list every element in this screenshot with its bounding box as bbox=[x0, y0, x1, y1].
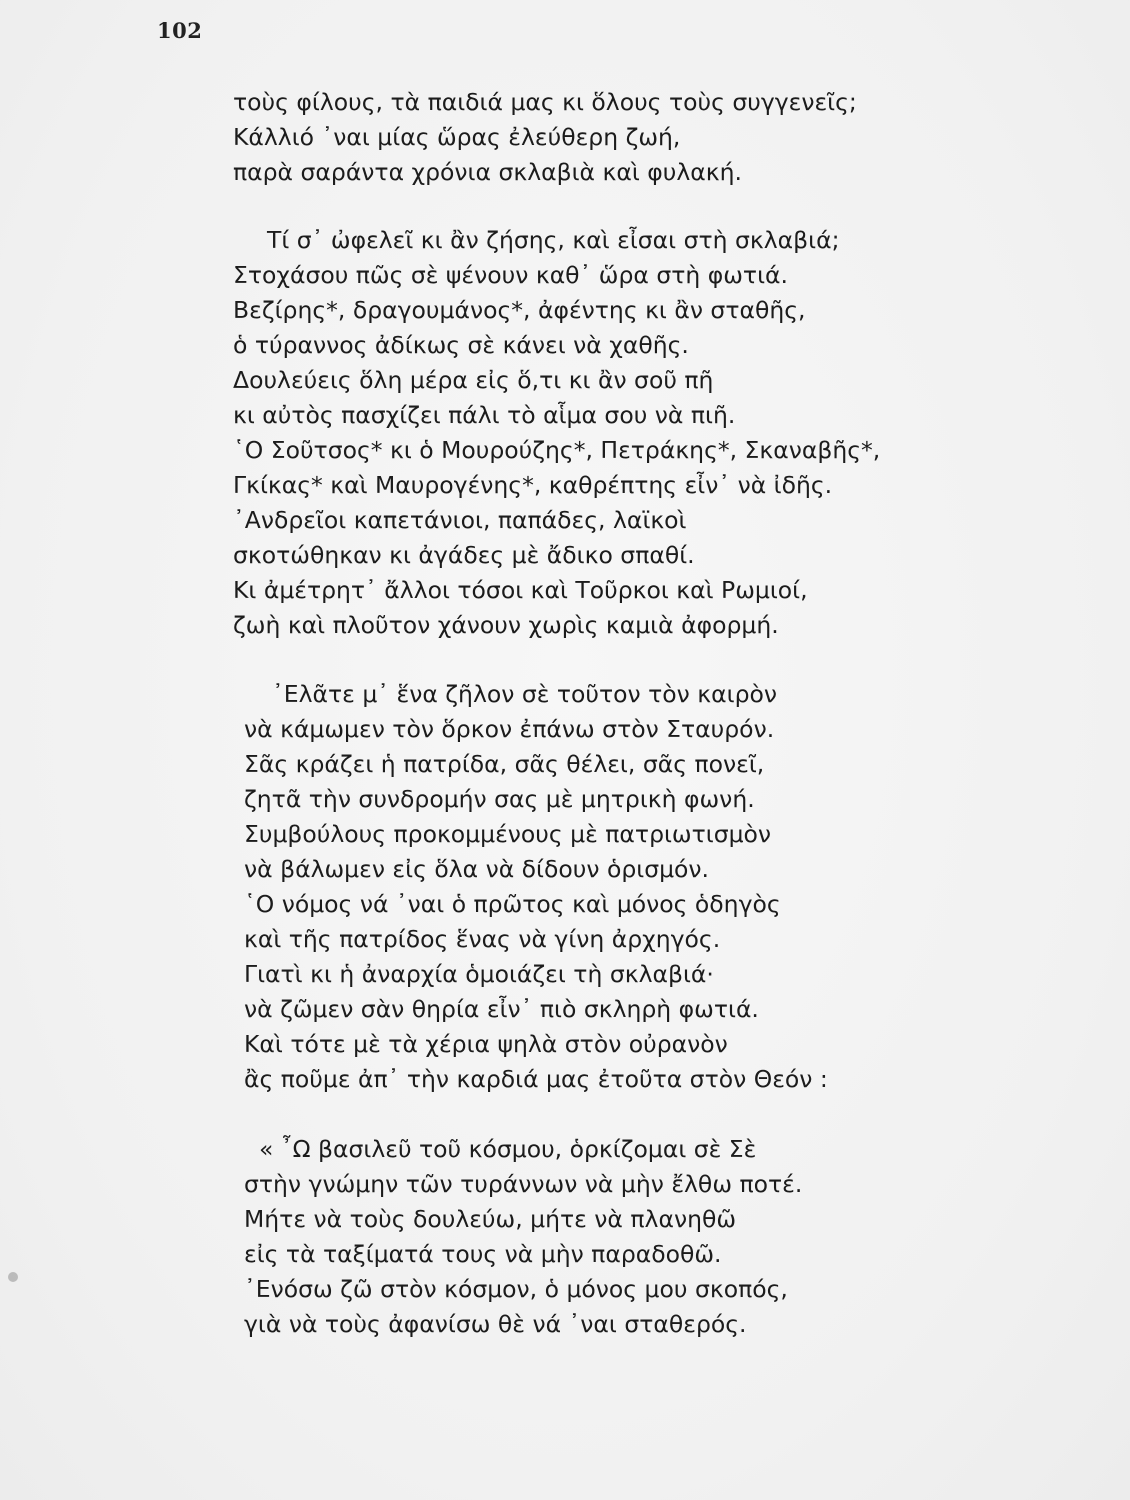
poem-line: κι αὐτὸς πασχίζει πάλι τὸ αἷμα σου νὰ πιῆ. bbox=[233, 401, 736, 429]
poem-line: ῾Ο Σοῦτσος* κι ὁ Μουρούζης*, Πετράκης*, Σκαναβῆς*, bbox=[233, 436, 881, 464]
page-speck bbox=[8, 1272, 18, 1282]
poem-line: παρὰ σαράντα χρόνια σκλαβιὰ καὶ φυλακή. bbox=[233, 158, 742, 186]
poem-line: ᾿Ελᾶτε μ᾿ ἕνα ζῆλον σὲ τοῦτον τὸν καιρὸν bbox=[272, 680, 777, 708]
poem-line: Τί σ᾿ ὠφελεῖ κι ἂν ζήσης, καὶ εἶσαι στὴ σκλαβιά; bbox=[267, 226, 840, 254]
poem-line: ᾿Ανδρεῖοι καπετάνιοι, παπάδες, λαϊκοὶ bbox=[233, 506, 687, 534]
poem-line: Γκίκας* καὶ Μαυρογένης*, καθρέπτης εἶν᾿ νὰ ἰδῆς. bbox=[233, 471, 833, 499]
poem-line: ἂς ποῦμε ἀπ᾿ τὴν καρδιά μας ἐτοῦτα στὸν Θεόν : bbox=[244, 1065, 828, 1093]
poem-line: Συμβούλους προκομμένους μὲ πατριωτισμὸν bbox=[244, 820, 772, 848]
poem-line: στὴν γνώμην τῶν τυράννων νὰ μὴν ἔλθω ποτέ. bbox=[244, 1170, 803, 1198]
poem-line: ὁ τύραννος ἀδίκως σὲ κάνει νὰ χαθῆς. bbox=[233, 331, 689, 359]
poem-line: ζωὴ καὶ πλοῦτον χάνουν χωρὶς καμιὰ ἀφορμή. bbox=[233, 611, 779, 639]
poem-line: νὰ ζῶμεν σὰν θηρία εἶν᾿ πιὸ σκληρὴ φωτιά. bbox=[244, 995, 759, 1023]
poem-line: Γιατὶ κι ἡ ἀναρχία ὁμοιάζει τὴ σκλαβιά· bbox=[244, 960, 714, 988]
poem-line: Κάλλιό ᾿ναι μίας ὥρας ἐλεύθερη ζωή, bbox=[233, 123, 681, 151]
poem-line: Δουλεύεις ὅλη μέρα εἰς ὅ,τι κι ἂν σοῦ πῆ bbox=[233, 366, 714, 394]
page-number: 102 bbox=[157, 18, 203, 43]
poem-line: ζητᾶ τὴν συνδρομήν σας μὲ μητρικὴ φωνή. bbox=[244, 785, 755, 813]
poem-line: Κι ἀμέτρητ᾿ ἄλλοι τόσοι καὶ Τοῦρκοι καὶ Ρωμιοί, bbox=[233, 576, 808, 604]
poem-line: σκοτώθηκαν κι ἀγάδες μὲ ἄδικο σπαθί. bbox=[233, 541, 695, 569]
poem-line: νὰ βάλωμεν εἰς ὅλα νὰ δίδουν ὁρισμόν. bbox=[244, 855, 710, 883]
poem-line: νὰ κάμωμεν τὸν ὅρκον ἐπάνω στὸν Σταυρόν. bbox=[244, 715, 775, 743]
poem-line: Στοχάσου πῶς σὲ ψένουν καθ᾿ ὥρα στὴ φωτιά. bbox=[233, 261, 788, 289]
poem-line: εἰς τὰ ταξίματά τους νὰ μὴν παραδοθῶ. bbox=[244, 1240, 722, 1268]
poem-line: ᾿Ενόσω ζῶ στὸν κόσμον, ὁ μόνος μου σκοπός, bbox=[244, 1275, 788, 1303]
poem-line: γιὰ νὰ τοὺς ἀφανίσω θὲ νά ᾿ναι σταθερός. bbox=[244, 1310, 747, 1338]
poem-line: ῾Ο νόμος νά ᾿ναι ὁ πρῶτος καὶ μόνος ὁδηγὸς bbox=[244, 890, 781, 918]
poem-line: τοὺς φίλους, τὰ παιδιά μας κι ὅλους τοὺς συγγενεῖς; bbox=[233, 88, 857, 116]
poem-line: Σᾶς κράζει ἡ πατρίδα, σᾶς θέλει, σᾶς πονεῖ, bbox=[244, 750, 765, 778]
poem-line: « ῏Ω βασιλεῦ τοῦ κόσμου, ὁρκίζομαι σὲ Σὲ bbox=[259, 1135, 757, 1163]
poem-line: Μήτε νὰ τοὺς δουλεύω, μήτε νὰ πλανηθῶ bbox=[244, 1205, 737, 1233]
poem-line: Βεζίρης*, δραγουμάνος*, ἀφέντης κι ἂν σταθῆς, bbox=[233, 296, 806, 324]
poem-line: Καὶ τότε μὲ τὰ χέρια ψηλὰ στὸν οὐρανὸν bbox=[244, 1030, 728, 1058]
poem-line: καὶ τῆς πατρίδος ἕνας νὰ γίνη ἀρχηγός. bbox=[244, 925, 721, 953]
